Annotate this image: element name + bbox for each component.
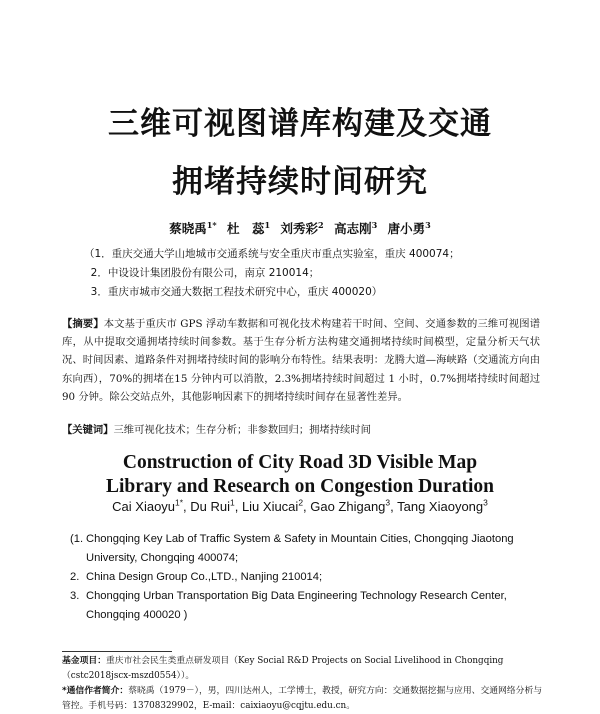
title-cn-line2: 拥堵持续时间研究 (172, 164, 428, 200)
author-en: Gao Zhigang$^3$ (310, 497, 391, 514)
author-cn: 蔡晓禹$^{1*}$ (169, 219, 217, 236)
author-note: *通信作者简介：蔡晓禹（1979－），男，四川达州人，工学博士，教授，研究方向：交通数据挖掘与应用、交通网络分析与管控。手机号码：13708329902，E-mail：caixiaoyu@cqjtu.edu.cn。 (62, 686, 543, 711)
authors-cn (0, 219, 600, 237)
keywords-label: 【关键词】 (62, 424, 114, 436)
author-en: Du Rui$^1$ (190, 497, 235, 514)
keywords-cn (62, 421, 542, 436)
authors-en: Cai Xiaoyu$^{1*}$, Du Rui$^1$, Liu Xiucai$^2$, Gao Zhigang$^3$, Tang Xiaoyong$^3$ (112, 497, 488, 514)
footnotes (62, 654, 544, 714)
title-en-line2: Library and Research on Congestion Duration (105, 476, 495, 497)
abstract-text: 本文基于重庆市 GPS 浮动车数据和可视化技术构建若干时间、空间、交通参数的三维可视图谱库，从中提取交通拥堵持续时间参数。基于生存分析方法构建交通拥堵持续时间模型，定量分析天气状况、时间因素、道路条件对拥堵持续时间的影响分布特性。结果表明：龙腾大道—海峡路（交通流方向由东向西），70%的拥堵在15 分钟内可以消散，2.3%拥堵持续时间超过 1 小时，0.7%拥堵持续时间超过 90 分钟。除公交站点外，其他影响因素下的拥堵持续时间存在显著性差异。 (62, 318, 540, 403)
affiliation-cn: 3．重庆市城市交通大数据工程技术研究中心，重庆 400020） (84, 286, 383, 298)
footnote-divider (62, 651, 172, 652)
keywords-text: 三维可视化技术；生存分析；非参数回归；拥堵持续时间 (113, 424, 371, 436)
affiliation-cn: 2．中设设计集团股份有限公司，南京 210014； (84, 267, 320, 279)
author-cn: 唐小勇$^3$ (387, 219, 431, 236)
affiliation-en: 2. China Design Group Co.,LTD., Nanjing 210014; (70, 571, 323, 583)
affiliations-cn (84, 245, 460, 302)
title-en-line1: Construction of City Road 3D Visible Map (122, 452, 478, 473)
author-en: Tang Xiaoyong$^3$ (397, 497, 488, 514)
affiliation-en: (1. Chongqing Key Lab of Traffic System & Safety in Mountain Cities, Chongqing Jiaotong University, Chongqing 400074; (70, 533, 514, 564)
affiliation-en: 3. Chongqing Urban Transportation Big Data Engineering Technology Research Center, Chongqing 400020 ) (70, 590, 507, 621)
title-en (0, 451, 600, 499)
abstract-label: 【摘要】 (62, 318, 104, 330)
affiliations-en (70, 530, 550, 625)
author-cn: 杜 蕊$^1$ (227, 219, 271, 236)
abstract-cn (62, 315, 540, 406)
author-cn: 刘秀彩$^2$ (280, 219, 324, 236)
funding-note: 基金项目：重庆市社会民生类重点研发项目（Key Social R&D Projects on Social Livelihood in Chongqing（cstc2018jscx-mszd0554））。 (62, 656, 504, 681)
title-cn-line1: 三维可视图谱库构建及交通 (108, 106, 492, 142)
author-en: Cai Xiaoyu$^{1*}$ (112, 497, 184, 514)
author-cn: 高志刚$^3$ (334, 219, 378, 236)
affiliation-cn: （1．重庆交通大学山地城市交通系统与安全重庆市重点实验室，重庆 400074； (84, 248, 460, 260)
author-en: Liu Xiucai$^2$ (241, 497, 304, 514)
